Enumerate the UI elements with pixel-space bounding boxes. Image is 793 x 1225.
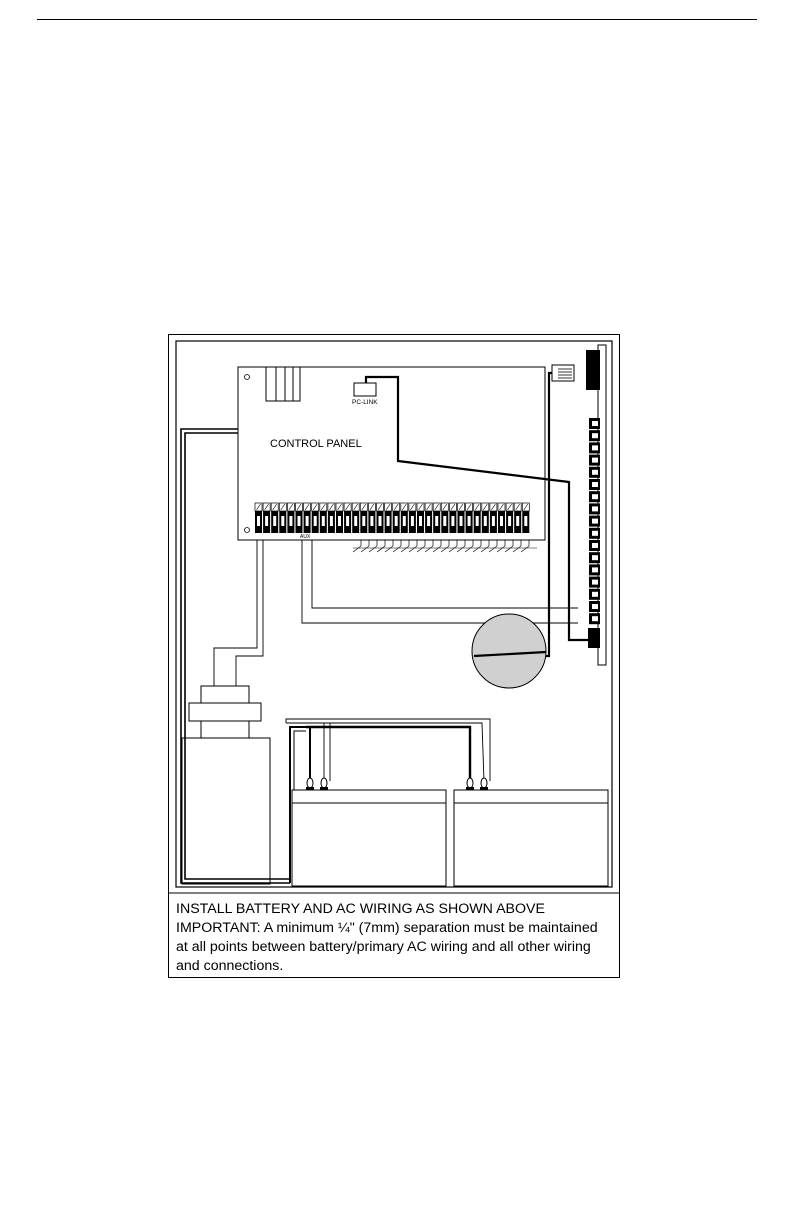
zone-wire — [481, 540, 489, 552]
zone-wire — [465, 540, 473, 552]
pc-link-connector — [354, 383, 376, 396]
battery-left — [292, 790, 446, 886]
zone-wire — [497, 540, 505, 552]
zone-wire — [393, 540, 401, 552]
zone-wire — [521, 540, 529, 552]
caption-line: INSTALL BATTERY AND AC WIRING AS SHOWN ABOVE — [176, 901, 545, 917]
zone-wire — [457, 540, 465, 552]
ac-wire — [214, 540, 257, 686]
zone-wire — [417, 540, 425, 552]
phone-jack — [552, 365, 574, 381]
ac-compartment — [182, 738, 270, 884]
zone-wire — [449, 540, 457, 552]
caption-line: and connections. — [176, 958, 284, 974]
zone-wire — [489, 540, 497, 552]
installation-caption — [176, 900, 616, 976]
zone-wire — [361, 540, 369, 552]
zone-wire — [369, 540, 377, 552]
right-terminal-bracket — [586, 345, 606, 665]
zone-wires — [353, 540, 537, 552]
battery-terminal — [481, 778, 487, 788]
aux-wire — [302, 540, 578, 623]
cable-knockout — [472, 614, 546, 688]
aux-wire — [312, 540, 578, 608]
zone-wire — [401, 540, 409, 552]
pc-link-label: PC-LINK — [352, 399, 378, 406]
battery-terminals — [306, 778, 488, 790]
ac-wire — [236, 540, 263, 686]
battery-terminal — [467, 778, 473, 788]
control-panel-board — [238, 367, 545, 540]
zone-wire — [505, 540, 513, 552]
battery-terminal — [307, 778, 313, 788]
control-panel-label: CONTROL PANEL — [270, 438, 362, 450]
zone-wire — [441, 540, 449, 552]
board-connector-block — [266, 367, 300, 401]
aux-label: AUX — [300, 534, 311, 540]
zone-wire — [409, 540, 417, 552]
battery-right — [454, 790, 608, 886]
caption-line: at all points between battery/primary AC wiring and all other wiring — [176, 939, 591, 955]
zone-wire — [377, 540, 385, 552]
zone-wire — [513, 540, 521, 552]
zone-wire — [425, 540, 433, 552]
zone-wire — [433, 540, 441, 552]
transformer — [189, 686, 261, 738]
zone-wire — [473, 540, 481, 552]
zone-wire — [385, 540, 393, 552]
zone-wire — [353, 540, 361, 552]
battery-terminal — [321, 778, 327, 788]
caption-line: IMPORTANT: A minimum ¼" (7mm) separation must be maintained — [176, 920, 598, 936]
